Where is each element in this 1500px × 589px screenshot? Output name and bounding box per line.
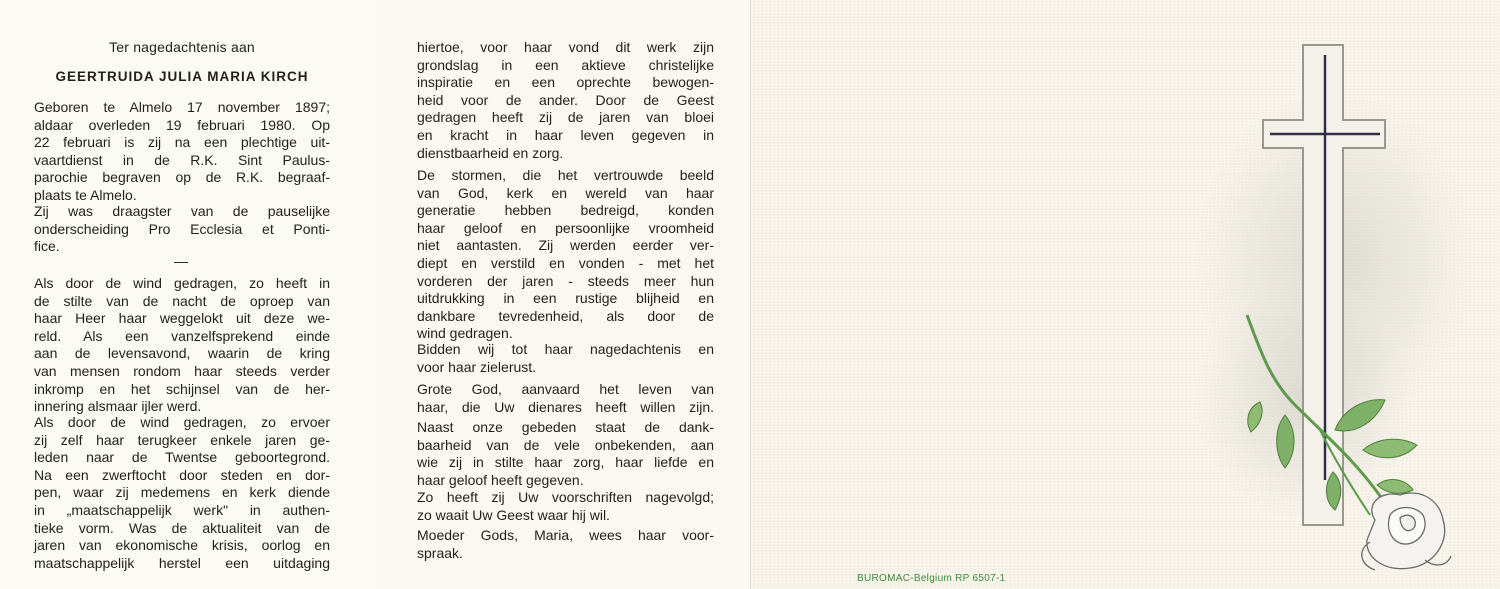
text-line: inspiratie en een oprechte bewogen- (417, 74, 714, 91)
text-line: reld. Als een vanzelfsprekend einde (34, 327, 330, 344)
text-line: Zo heeft zij Uw voorschriften nagevolgd; (417, 489, 714, 505)
text-line: parochie begraven op de R.K. begraaf- (34, 169, 330, 186)
text-line: dienstbaarheid en zorg. (417, 144, 564, 161)
text-line: vorderen der jaren - steeds meer hun (417, 272, 714, 289)
text-line: leden naar de Twentse geboortegrond. (34, 449, 330, 466)
text-line: en kracht in haar leven gegeven in (417, 126, 714, 143)
text-line: Zij was draagster van de pauselijke (34, 203, 330, 219)
prayer-paragraph-1 (417, 341, 714, 376)
bio-paragraph (34, 99, 330, 205)
text-line: diept en verstild en vonden - met het (417, 254, 714, 271)
text-line: hiertoe, voor haar vond dit werk zijn (417, 39, 714, 55)
text-line: van mensen rondom haar steeds verder (34, 362, 330, 379)
text-line: grondslag in een aktieve christelijke (417, 56, 714, 73)
text-line: jaren van ekonomische krisis, oorlog en (34, 537, 330, 554)
text-line: niet aantasten. Zij werden eerder ver- (417, 237, 714, 254)
text-line: inkromp en het schijnsel van de her- (34, 380, 330, 397)
text-line: aan de levensavond, waarin de kring (34, 345, 330, 362)
prayer-paragraph-3 (417, 419, 714, 489)
text-line: Als door de wind gedragen, zo ervoer (34, 414, 330, 430)
prayer-paragraph-4 (417, 489, 714, 524)
cross-with-rose-icon (1185, 20, 1485, 580)
text-line: plaats te Almelo. (34, 186, 137, 203)
text-line: haar Heer haar weggelokt uit deze we- (34, 310, 330, 327)
text-line: uitdrukking in een rustige blijheid en (417, 290, 714, 307)
text-line: Als door de wind gedragen, zo heeft in (34, 275, 330, 291)
text-line: in „maatschappelijk werk" in authen- (34, 501, 330, 518)
fold-line (750, 0, 751, 589)
text-line: wie zij in stilte haar zorg, haar liefde en (417, 454, 714, 471)
text-line: zo waait Uw Geest waar hij wil. (417, 506, 610, 523)
text-line: aldaar overleden 19 februari 1980. Op (34, 116, 330, 133)
printer-mark: BUROMAC-Belgium RP 6507-1 (857, 573, 1006, 584)
text-line: baarheid van de vele onbekenden, aan (417, 436, 714, 453)
text-line: wind gedragen. (417, 325, 513, 342)
text-line: van God, kerk en wereld van haar (417, 184, 714, 201)
text-line: haar, die Uw dienares heeft willen zijn. (417, 398, 714, 415)
text-line: onderscheiding Pro Ecclesia et Ponti- (34, 220, 330, 237)
text-line: zij zelf haar terugkeer enkele jaren ge- (34, 431, 330, 448)
tribute-paragraph-2 (34, 414, 330, 572)
text-line: tieke vorm. Was de aktualiteit van de (34, 519, 330, 536)
text-line: Naast onze gebeden staat de dank- (417, 419, 714, 435)
text-line: De stormen, die het vertrouwde beeld (417, 167, 714, 183)
text-line: fice. (34, 238, 60, 255)
text-line: spraak. (417, 544, 463, 561)
text-line: innering alsmaar ijler werd. (34, 398, 202, 415)
text-line: Moeder Gods, Maria, wees haar voor- (417, 527, 714, 543)
text-line: heid voor de ander. Door de Geest (417, 91, 714, 108)
prayer-paragraph-2 (417, 381, 714, 416)
deceased-name: GEERTRUIDA JULIA MARIA KIRCH (55, 69, 309, 84)
text-line: dankbare tevredenheid, als door de (417, 307, 714, 324)
text-line: generatie hebben bedreigd, konden (417, 202, 714, 219)
text-line: Grote God, aanvaard het leven van (417, 381, 714, 397)
text-line: Na een zwerftocht door steden en dor- (34, 466, 330, 483)
text-line: gedragen heeft zij de jaren van bloei (417, 109, 714, 126)
text-line: haar geloof heeft gegeven. (417, 471, 584, 488)
text-line: 22 februari is zij na een plechtige uit- (34, 134, 330, 151)
prayer-paragraph-5 (417, 527, 714, 562)
text-line: maatschappelijk herstel een uitdaging (34, 554, 330, 571)
text-line: Bidden wij tot haar nagedachtenis en (417, 341, 714, 357)
text-line: voor haar zielerust. (417, 358, 537, 375)
tribute-paragraph-3 (417, 39, 714, 162)
section-separator (174, 262, 188, 263)
tribute-paragraph-4 (417, 167, 714, 343)
tribute-paragraph-1 (34, 275, 330, 416)
text-line: vaartdienst in de R.K. Sint Paulus- (34, 151, 330, 168)
memorial-intro: Ter nagedachtenis aan (109, 39, 255, 55)
text-line: Geboren te Almelo 17 november 1897; (34, 99, 330, 115)
text-line: pen, waar zij medemens en kerk diende (34, 484, 330, 501)
text-line: de stilte van de nacht de oproep van (34, 292, 330, 309)
text-line: haar geloof en persoonlijke vroomheid (417, 219, 714, 236)
award-paragraph (34, 203, 330, 256)
